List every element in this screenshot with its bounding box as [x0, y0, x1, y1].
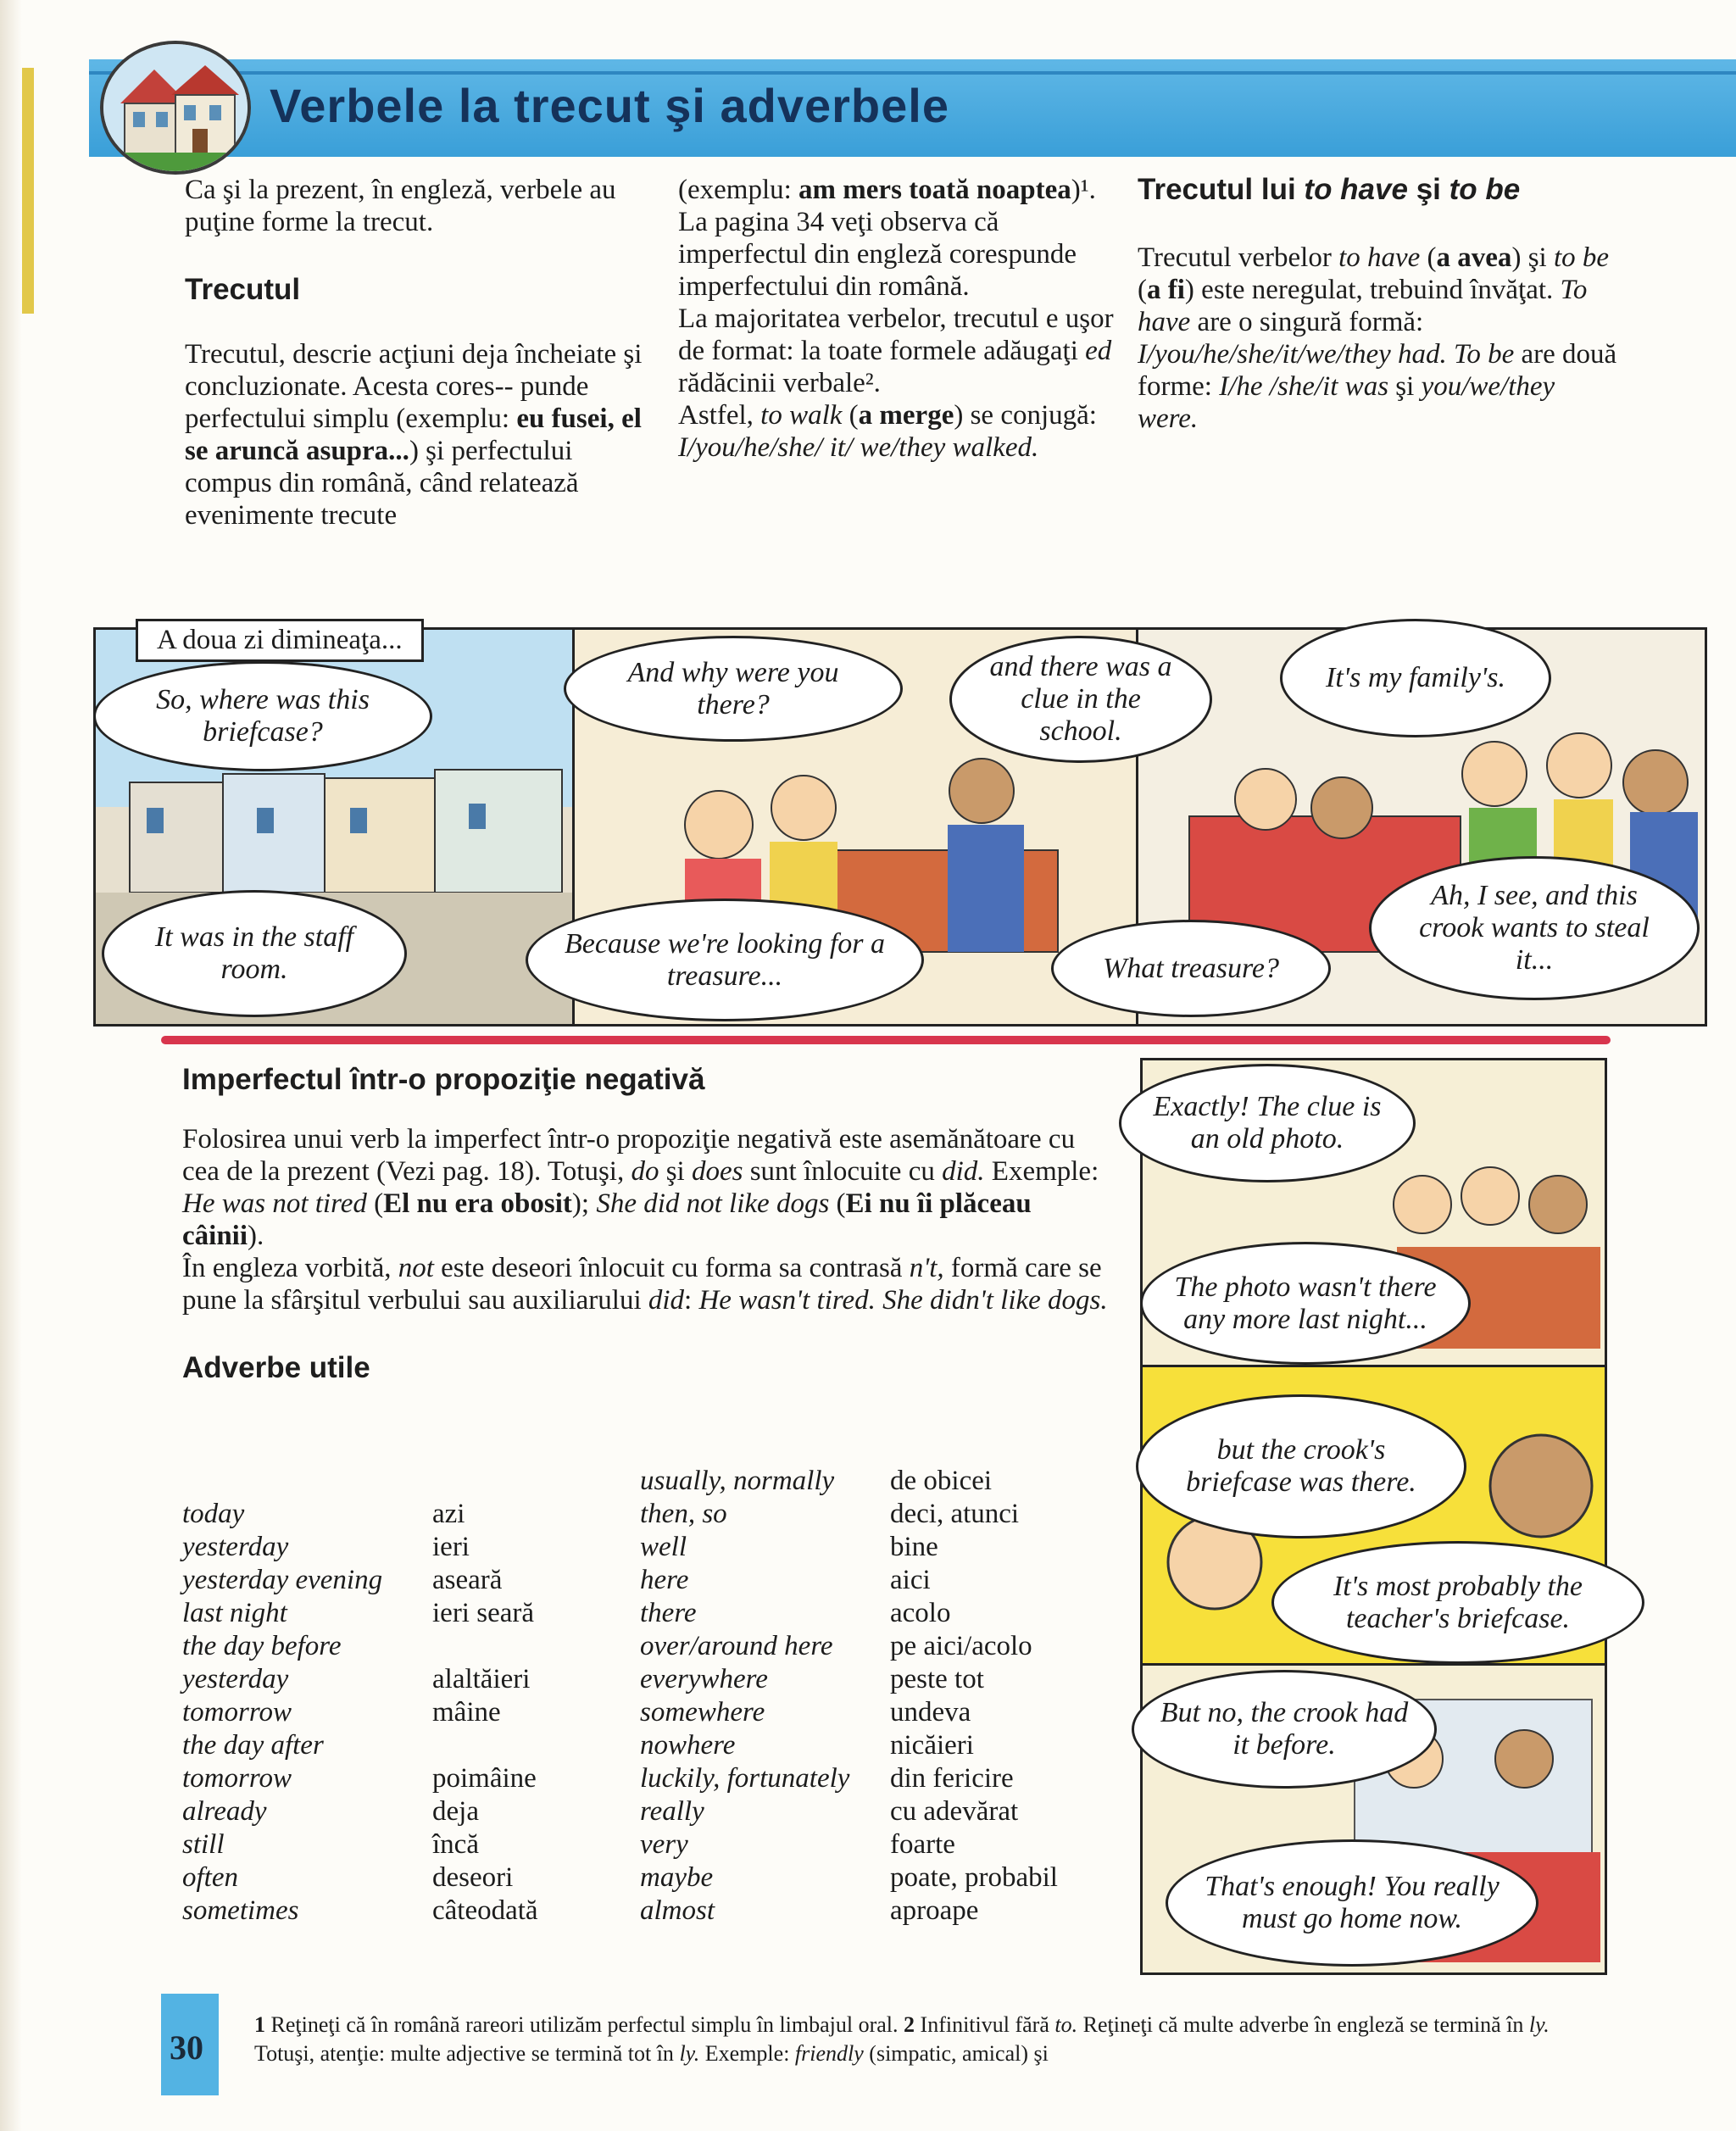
adverb-entry: usually, normally — [640, 1466, 835, 1496]
adverb-entry: then, so — [640, 1499, 727, 1529]
col2-forms: I/you/he/she/ it/ we/they walked. — [678, 432, 1039, 463]
neg-l2: sunt înlocuite cu — [743, 1156, 943, 1187]
adverb-entry — [432, 1630, 538, 1663]
adverb-entry: almost — [640, 1895, 715, 1926]
col2-example: am mers toată noaptea — [798, 175, 1071, 205]
adverb-entry: încă — [432, 1829, 479, 1860]
neg-ex1: He was not tired — [182, 1188, 367, 1219]
adverb-entry: poimâine — [432, 1763, 537, 1794]
trecutul-text-end: ) şi perfectului compus din română, când relatează evenimente trecute — [185, 436, 579, 531]
neg-l1: Folosirea unui verb la imperfect într-o propoziţie negativă este asemănătoare cu cea de la prezent (Vezi pag. 18). Totuşi, — [182, 1124, 1076, 1187]
speech-bubble: The photo wasn't there any more last night... — [1140, 1242, 1471, 1365]
col2-text-6: se conjugă: — [963, 400, 1097, 431]
adverb-entry: tomorrow — [182, 1763, 292, 1794]
footnote-1: Reţineţi că în română rareori utilizăm perfectul simplu în limbajul oral. — [265, 2012, 904, 2037]
adverb-entry: peste tot — [890, 1664, 984, 1694]
adverb-entry: deci, atunci — [890, 1499, 1020, 1529]
speech-bubble: What treasure? — [1051, 920, 1331, 1017]
col3-were: you/we/they were. — [1138, 371, 1555, 434]
adverb-entry: often — [182, 1862, 238, 1893]
footnote-5: Exemple: — [699, 2041, 795, 2066]
adverb-entry: there — [640, 1598, 697, 1628]
adverb-entry: yesterday — [182, 1664, 289, 1694]
neg-l3: Exemple: — [984, 1156, 1099, 1187]
column-3 — [1138, 174, 1621, 435]
column-2 — [678, 174, 1119, 464]
footnote-ly-2: ly. — [679, 2041, 700, 2066]
adverb-entry: bine — [890, 1532, 938, 1562]
col2-paragraph-2 — [678, 303, 1119, 399]
neg-ex3: He wasn't tired. She didn't like dogs. — [698, 1285, 1108, 1316]
adverb-entry: aici — [890, 1565, 931, 1595]
adverb-entry: undeva — [890, 1697, 971, 1728]
adverb-entry: luckily, fortunately — [640, 1763, 850, 1794]
col3-t4: are o singură formă: — [1190, 307, 1424, 337]
adverb-entry: here — [640, 1565, 689, 1595]
adverb-entry: very — [640, 1829, 688, 1860]
adverb-entry: somewhere — [640, 1697, 765, 1728]
adverb-entry: tomorrow — [182, 1697, 292, 1728]
neg-do: do — [631, 1156, 659, 1187]
footnote-friendly: friendly — [794, 2041, 864, 2066]
speech-bubble: but the crook's briefcase was there. — [1136, 1394, 1466, 1538]
heading-have-be — [1138, 174, 1621, 206]
adverbs-right-romanian — [890, 1465, 1058, 1928]
col2-merge: a merge — [858, 400, 954, 431]
footnote-1-number: 1 — [254, 2012, 265, 2037]
adverb-entry: nowhere — [640, 1730, 736, 1761]
neg-ex2: She did not like dogs — [596, 1188, 830, 1219]
col3-t2: şi — [1521, 242, 1554, 273]
heading-have-be-a: Trecutul lui — [1138, 173, 1305, 206]
col3-avea: a avea — [1436, 242, 1512, 273]
adverb-entry: already — [182, 1796, 267, 1827]
page-number: 30 — [170, 2028, 203, 2067]
speech-bubble: and there was a clue in the school. — [949, 636, 1212, 763]
adverb-entry: maybe — [640, 1862, 714, 1893]
comic-caption: A doua zi dimineaţa... — [136, 619, 424, 662]
speech-bubble: And why were you there? — [564, 636, 903, 742]
neg-does: does — [691, 1156, 743, 1187]
footnote-3: Reţineţi că multe adverbe în engleză se termină în — [1077, 2012, 1529, 2037]
trecutul-text: Trecutul, descrie acţiuni deja încheiate şi concluzionate. Acesta cores-- punde perfectului simplu (exemplu: — [185, 339, 643, 434]
col2-ed: ed — [1085, 336, 1112, 366]
adverb-entry: everywhere — [640, 1664, 768, 1694]
speech-bubble: It's most probably the teacher's briefcase. — [1271, 1541, 1644, 1664]
trecutul-example: eu fusei, el se aruncă asupra... — [185, 403, 642, 466]
neg-did2: did — [648, 1285, 685, 1316]
heading-trecutul: Trecutul — [185, 273, 301, 306]
color-bar — [22, 68, 34, 314]
adverbs-left-romanian — [432, 1498, 538, 1928]
speech-bubble: But no, the crook had it before. — [1132, 1670, 1437, 1789]
speech-bubble: Because we're looking for a treasure... — [526, 899, 924, 1021]
footnote-4: Totuşi, atenţie: multe adjective se termină tot în — [254, 2041, 680, 2066]
col2-text-4: rădăcinii verbale². — [678, 368, 881, 398]
adverb-entry: aproape — [890, 1895, 979, 1926]
column-1 — [185, 174, 659, 531]
col3-have: to have — [1338, 242, 1421, 273]
col2-text-2: )¹. La pagina 34 veţi observa că imperfectul din engleză corespunde imperfectului din română. — [678, 175, 1096, 302]
col3-be: to be — [1553, 242, 1610, 273]
col3-fi: a fi — [1147, 275, 1185, 305]
col3-paragraph: Trecutul verbelor to have (a avea) şi to be (a fi) este neregulat, trebuind învăţat. To have are o singură formă: I/you/he/she/it/we/they had. To be are două forme: I/he /she/it was şi you/we/they were. — [1138, 242, 1617, 434]
neg-l6: este deseori înlocuit cu forma sa contrasă — [433, 1253, 910, 1283]
heading-adverbs: Adverbe utile — [182, 1351, 370, 1384]
adverb-entry: câteodată — [432, 1895, 538, 1926]
neg-ex1r: El nu era obosit — [383, 1188, 572, 1219]
adverbs-right-english — [640, 1465, 849, 1928]
adverb-entry: nicăieri — [890, 1730, 974, 1761]
adverb-entry: the day before — [182, 1631, 342, 1661]
footnote-2-number: 2 — [904, 2012, 915, 2037]
adverb-entry: din fericire — [890, 1763, 1014, 1794]
adverb-entry: yesterday — [182, 1532, 289, 1562]
speech-bubble: It was in the staff room. — [102, 890, 407, 1017]
adverb-entry: acolo — [890, 1598, 951, 1628]
house-illustration-icon — [100, 41, 251, 175]
adverb-entry: over/around here — [640, 1631, 833, 1661]
adverb-entry: well — [640, 1532, 687, 1562]
comic-strip — [93, 627, 1702, 1026]
adverb-entry: alaltăieri — [432, 1664, 531, 1694]
adverb-entry: the day after — [182, 1730, 324, 1761]
heading-have: to have — [1304, 173, 1408, 206]
neg-and: şi — [659, 1156, 692, 1187]
col2-walk: to walk — [760, 400, 843, 431]
header-stripe — [89, 71, 1736, 75]
col3-tohave: To have — [1138, 275, 1588, 337]
heading-negative: Imperfectul într-o propoziţie negativă — [182, 1063, 705, 1096]
col3-t3: este neregulat, trebuind învăţat. — [1194, 275, 1561, 305]
negative-section — [182, 1064, 1115, 1384]
adverb-entry: ieri — [432, 1532, 470, 1562]
adverbs-left-english — [182, 1498, 382, 1928]
trecutul-paragraph — [185, 338, 659, 531]
speech-bubble: That's enough! You really must go home now. — [1166, 1839, 1538, 1967]
col2-text-3: La majoritatea verbelor, trecutul e uşor de format: la toate formele adăugaţi — [678, 303, 1114, 366]
adverb-entry: de obicei — [890, 1466, 993, 1496]
footnote-ly: ly. — [1528, 2012, 1550, 2037]
intro-text: Ca şi la prezent, în engleză, verbele au puţine forme la trecut. — [185, 175, 616, 237]
negative-paragraph-1: Folosirea unui verb la imperfect într-o propoziţie negativă este asemănătoare cu cea de la prezent (Vezi pag. 18). Totuşi, do şi does sunt înlocuite cu did. Exemple: He was not tired (El nu era obosit); She did not like dogs (Ei nu îi plăceau câinii). — [182, 1124, 1099, 1251]
col3-had: I/you/he/she/it/we/they had. To be — [1138, 339, 1515, 370]
adverb-entry: poate, probabil — [890, 1862, 1058, 1893]
adverb-entry: yesterday evening — [182, 1565, 383, 1595]
adverb-entry: ieri seară — [432, 1598, 534, 1628]
adverb-entry: still — [182, 1829, 225, 1860]
col2-paragraph-3: Astfel, to walk (a merge) se conjugă: I/you/he/she/ it/ we/they walked. — [678, 400, 1097, 463]
adverb-entry: aseară — [432, 1565, 503, 1595]
divider-rule — [161, 1036, 1611, 1044]
col3-t1: Trecutul verbelor — [1138, 242, 1339, 273]
neg-not: not — [398, 1253, 434, 1283]
neg-l7: formă care se pune la sfârşitul verbului sau auxiliarului — [182, 1253, 1102, 1316]
adverb-entry: today — [182, 1499, 245, 1529]
neg-did: did. — [942, 1156, 985, 1187]
speech-bubble: Exactly! The clue is an old photo. — [1119, 1064, 1416, 1182]
neg-l8: : — [684, 1285, 699, 1316]
col3-t6: şi — [1388, 371, 1422, 402]
col3-t5: are două forme: — [1138, 339, 1617, 402]
neg-ex2r: Ei nu îi plăceau câinii — [182, 1188, 1032, 1251]
heading-have-be-b: şi — [1407, 173, 1449, 206]
adverb-entry: deja — [432, 1796, 479, 1827]
col2-text-5: Astfel, — [678, 400, 761, 431]
adverb-entry: last night — [182, 1598, 287, 1628]
col2-paragraph-1 — [678, 174, 1119, 303]
footnotes — [254, 2011, 1577, 2068]
speech-bubble: It's my family's. — [1280, 619, 1551, 737]
speech-bubble: So, where was this briefcase? — [93, 661, 432, 771]
footnote-6: (simpatic, amical) şi — [863, 2041, 1049, 2066]
footnote-to: to. — [1054, 2012, 1078, 2037]
adverb-entry: azi — [432, 1499, 465, 1529]
page-title: Verbele la trecut şi adverbele — [270, 79, 949, 132]
page-edge — [0, 0, 22, 2131]
adverb-entry: sometimes — [182, 1895, 299, 1926]
col3-was: I/he /she/it was — [1219, 371, 1389, 402]
adverb-entry: deseori — [432, 1862, 514, 1893]
neg-l5: În engleza vorbită, — [182, 1253, 398, 1283]
adverb-entry — [432, 1729, 538, 1762]
adverb-entry: mâine — [432, 1697, 501, 1728]
adverb-entry: pe aici/acolo — [890, 1631, 1032, 1661]
neg-nt: n't, — [909, 1253, 944, 1283]
adverb-entry: really — [640, 1796, 704, 1827]
col2-text: (exemplu: — [678, 175, 799, 205]
adverb-entry: foarte — [890, 1829, 955, 1860]
negative-paragraph-2 — [182, 1252, 1115, 1316]
heading-be: to be — [1449, 173, 1521, 206]
adverb-entry: cu adevărat — [890, 1796, 1019, 1827]
speech-bubble: Ah, I see, and this crook wants to steal it... — [1369, 856, 1700, 1000]
footnote-2: Infinitivul fără — [915, 2012, 1055, 2037]
neg-l4: ; — [581, 1188, 597, 1219]
